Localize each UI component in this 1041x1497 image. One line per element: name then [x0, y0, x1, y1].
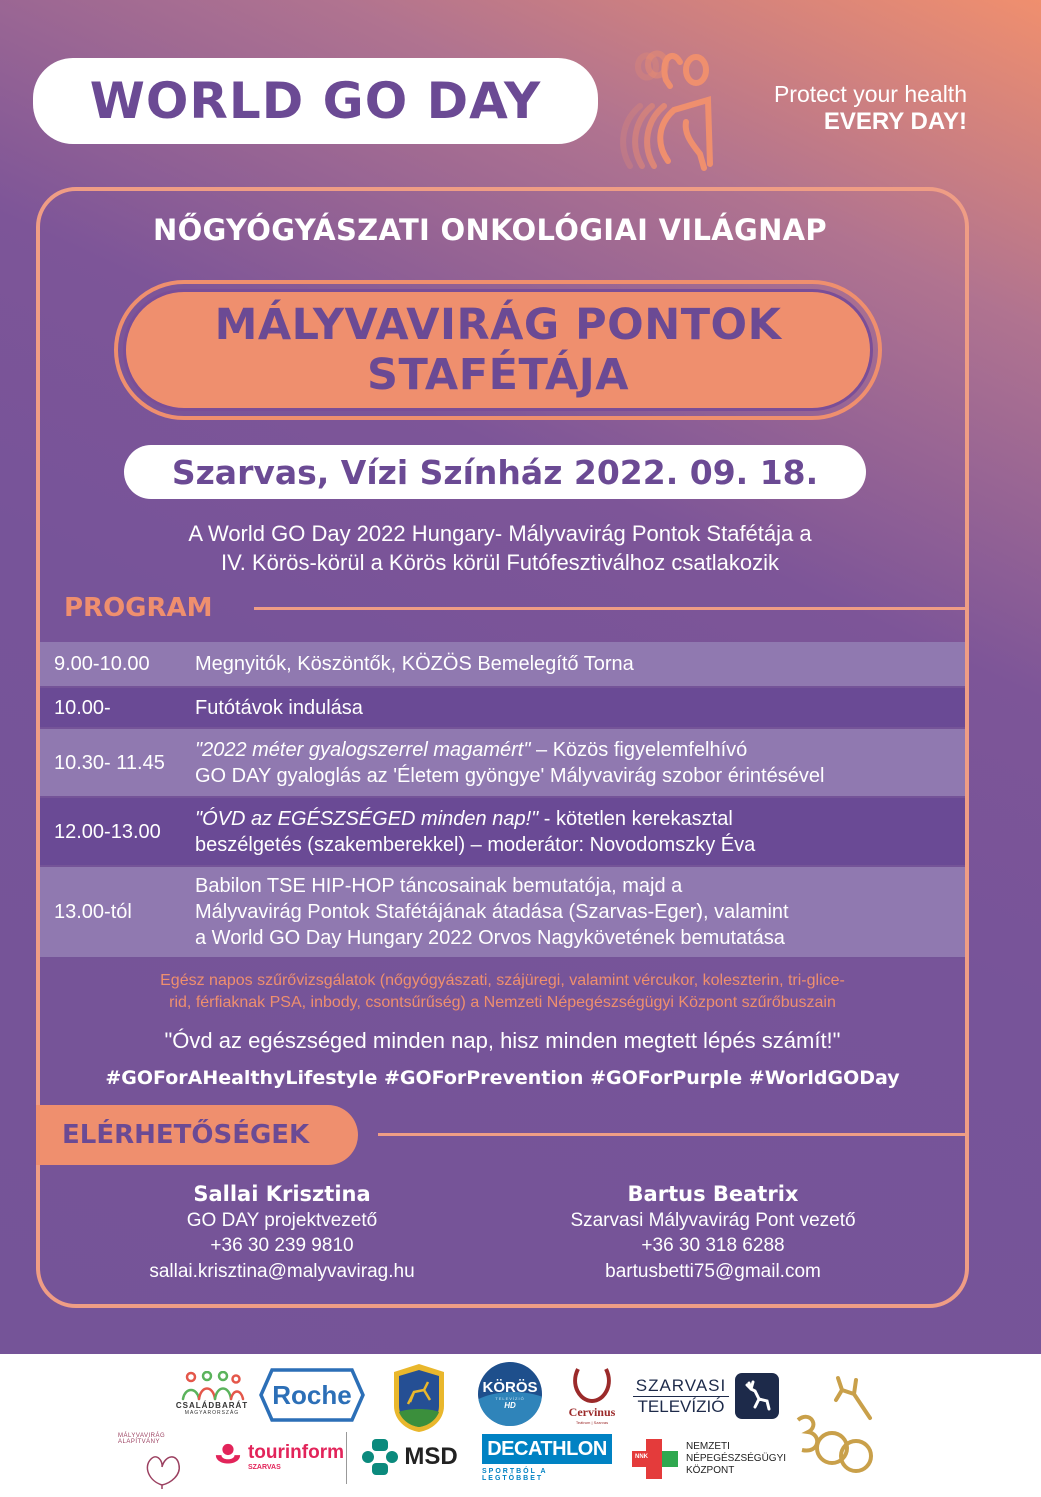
contact-name: Bartus Beatrix	[627, 1182, 799, 1206]
malyvavirag-name: MÁLYVAVIRÁG ALAPÍTVÁNY	[118, 1433, 166, 1445]
nnk-line2: NÉPEGÉSZSÉGÜGYI	[686, 1453, 787, 1464]
msd-logo	[358, 1436, 462, 1478]
program-row	[40, 688, 965, 729]
malyvavirag-alapitvany-logo	[118, 1428, 206, 1494]
program-desc-italic: "2022 méter gyalogszerrel magamért"	[195, 738, 531, 761]
nnk-line3: KÖZPONT	[686, 1465, 735, 1476]
program-time: 12.00-13.00	[54, 820, 161, 843]
koros-hd: HD	[504, 1400, 516, 1410]
tourinform-icon	[214, 1441, 242, 1471]
roche-name: Roche	[272, 1379, 352, 1410]
decathlon-logo	[482, 1434, 612, 1482]
cervinus-sub: Teátrum | Szarvas	[575, 1420, 609, 1425]
title-pill	[33, 58, 598, 144]
contact-phone[interactable]: +36 30 318 6288	[641, 1235, 785, 1256]
contact-name: Sallai Krisztina	[193, 1182, 371, 1206]
tagline-line1: Protect your health	[773, 81, 967, 107]
decathlon-banner	[482, 1434, 612, 1464]
szarvasi-tv-line1: SZARVASI	[635, 1375, 727, 1395]
program-desc	[190, 873, 789, 951]
cervinus-name: Cervinus	[568, 1405, 616, 1419]
nnk-line1: NEMZETI	[686, 1441, 730, 1452]
screening-line1: Egész napos szűrővizsgálatok (nőgyógyászati, szájüregi, valamint vércukor, koleszterin, tri-glice-	[160, 972, 845, 989]
tagline	[712, 80, 967, 136]
program-desc-line: Babilon TSE HIP-HOP táncosainak bemutatója, majd a	[195, 875, 683, 897]
coat-of-arms-icon	[388, 1362, 450, 1434]
contacts-heading-tab	[36, 1105, 358, 1165]
intro-line1: A World GO Day 2022 Hungary- Mályvavirág Pontok Stafétája a	[188, 521, 812, 546]
program-desc-line: a World GO Day Hungary 2022 Orvos Nagykövetének bemutatása	[195, 927, 785, 949]
contacts-divider	[378, 1133, 966, 1136]
nnk-cross-icon	[632, 1439, 678, 1479]
program-time: 10.30- 11.45	[54, 751, 165, 774]
program-desc-line: Futótávok indulása	[195, 696, 363, 719]
program-row	[40, 867, 965, 959]
tourinform-sub: SZARVAS	[247, 1463, 281, 1471]
program-desc-italic: "ÓVD az EGÉSZSÉGED minden nap!"	[195, 807, 539, 830]
program-desc-line: – Közös figyelemfelhívó	[530, 738, 748, 761]
csaladbarat-sub: MAGYARORSZÁG	[184, 1409, 240, 1416]
mallow-flower-icon	[137, 1445, 187, 1489]
program-time: 10.00-	[54, 696, 111, 719]
program-desc-line: GO DAY gyaloglás az 'Életem gyöngye' Mályvavirág szobor érintésével	[195, 764, 825, 787]
page-title: WORLD GO DAY	[89, 72, 542, 130]
program-heading: PROGRAM	[64, 593, 213, 623]
quote: "Óvd az egészséged minden nap, hisz minden megtett lépés számít!"	[164, 1028, 841, 1053]
koros-name: KÖRÖS	[482, 1378, 538, 1396]
koros-tv-logo	[478, 1362, 542, 1426]
cervinus-arc-icon	[570, 1365, 614, 1405]
tourinform-logo	[214, 1436, 344, 1476]
tourinform-name: tourinform	[247, 1441, 344, 1463]
anniversary-300-logo	[790, 1370, 880, 1480]
contacts-heading: ELÉRHETŐSÉGEK	[62, 1120, 310, 1150]
family-icon	[179, 1371, 245, 1401]
main-title-pill	[123, 289, 873, 411]
program-desc	[190, 695, 363, 721]
koros-sub: TELEVÍZIÓ	[495, 1395, 525, 1401]
go-runner-logo-icon	[600, 36, 720, 172]
hashtags: #GOForAHealthyLifestyle #GOForPrevention #GOForPurple #WorldGODay	[105, 1067, 900, 1089]
location-date-pill	[124, 445, 866, 499]
deer-icon	[735, 1373, 779, 1419]
program-row	[40, 642, 965, 688]
decathlon-name: DECATHLON	[487, 1437, 607, 1460]
main-title-line2: STAFÉTÁJA	[366, 350, 630, 400]
szarvas-coat-of-arms	[388, 1362, 450, 1434]
location-date: Szarvas, Vízi Színház 2022. 09. 18.	[171, 452, 819, 492]
contact-role: GO DAY projektvezető	[186, 1209, 378, 1231]
contact-role: Szarvasi Mályvavirág Pont vezető	[570, 1209, 856, 1231]
screening-note	[40, 970, 965, 1014]
vertical-divider	[346, 1432, 347, 1484]
szarvasi-tv-logo	[632, 1370, 780, 1422]
program-desc	[190, 806, 755, 858]
program-row	[40, 798, 965, 867]
csaladbarat-logo	[172, 1364, 252, 1422]
program-desc-line: beszélgetés (szakemberekkel) – moderátor: Novodomszky Éva	[195, 833, 756, 856]
csaladbarat-name: CSALÁDBARÁT	[175, 1400, 249, 1410]
event-subtitle: NŐGYÓGYÁSZATI ONKOLÓGIAI VILÁGNAP	[153, 213, 827, 247]
intro-line2: IV. Körös-körül a Körös körül Futófesztiválhoz csatlakozik	[221, 550, 779, 575]
program-desc	[190, 737, 824, 789]
program-desc-line: Mályvavirág Pontok Stafétájának átadása (Szarvas-Eger), valamint	[195, 901, 789, 923]
program-desc	[190, 651, 634, 677]
nnk-logo	[632, 1436, 792, 1482]
program-time: 13.00-tól	[54, 901, 132, 923]
contact-email[interactable]: sallai.krisztina@malyvavirag.hu	[149, 1260, 415, 1282]
roche-logo	[258, 1367, 366, 1423]
program-divider	[254, 607, 966, 610]
contact-phone[interactable]: +36 30 239 9810	[210, 1235, 354, 1256]
program-desc-line: Megnyitók, Köszöntők, KÖZÖS Bemelegítő Torna	[195, 653, 634, 675]
contact-card	[72, 1182, 492, 1284]
nnk-badge: NNK	[635, 1454, 648, 1460]
main-title-line1: MÁLYVAVIRÁG PONTOK	[214, 300, 782, 350]
cervinus-logo	[562, 1364, 622, 1426]
tagline-line2: EVERY DAY!	[823, 108, 967, 135]
contact-email[interactable]: bartusbetti75@gmail.com	[605, 1260, 821, 1282]
program-time: 9.00-10.00	[54, 653, 150, 675]
program-row	[40, 729, 965, 798]
program-desc-line: - kötetlen kerekasztal	[538, 807, 733, 830]
sponsors-strip	[0, 1354, 1041, 1497]
intro-text	[40, 519, 960, 577]
program-table	[40, 642, 965, 959]
decathlon-sub: SPORTBÓL A LEGTÖBBET	[482, 1468, 548, 1482]
msd-icon	[362, 1439, 398, 1475]
szarvasi-tv-line2: TELEVÍZIÓ	[637, 1396, 725, 1416]
screening-line2: rid, férfiaknak PSA, inbody, csontsűrűség) a Nemzeti Népegészségügyi Központ szűrőbuszain	[169, 994, 836, 1011]
contact-card	[503, 1182, 923, 1284]
msd-name: MSD	[404, 1443, 458, 1470]
deer-300-icon	[790, 1370, 880, 1480]
